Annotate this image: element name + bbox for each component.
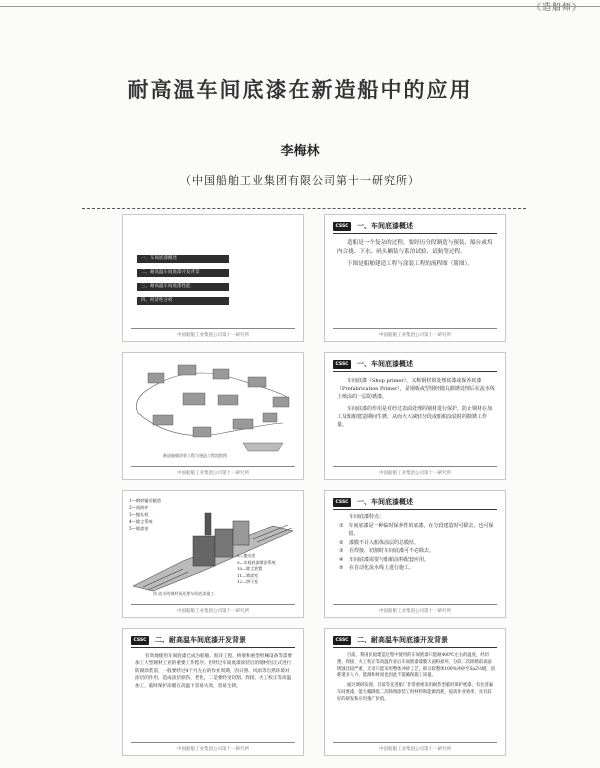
slide-5-production-line bbox=[122, 490, 304, 618]
slide-8-background bbox=[324, 628, 506, 756]
slide-footer-rule bbox=[131, 328, 295, 329]
slide-6-features bbox=[324, 490, 506, 618]
top-rule bbox=[0, 6, 600, 7]
list-number: ① bbox=[339, 522, 344, 529]
slide-footer: 中国船舶工业集团公司第十一研究所 bbox=[177, 333, 249, 338]
slide-footer-rule bbox=[333, 742, 497, 743]
slide-body bbox=[135, 653, 293, 690]
list-item bbox=[339, 539, 495, 548]
cssc-logo-icon: CSSC bbox=[333, 222, 351, 231]
paragraph: 车间底漆（Shop primer），又称钢材预处理底漆或保养底漆（Prefabrication Primer），是钢板或型钢经抛丸除锈处理后在流水线上喷涂的一层防锈漆。 bbox=[337, 378, 495, 401]
slide-1-toc bbox=[122, 214, 304, 342]
legend-item: 2—预热炉 bbox=[129, 505, 149, 510]
list-item bbox=[339, 547, 495, 556]
feature-list bbox=[339, 513, 495, 573]
slide-footer-rule bbox=[131, 742, 295, 743]
journal-mark: 《造船师》 bbox=[531, 3, 582, 13]
paragraph: 通过调研发现，目前等先进船厂非常重视采用耐热型临时保护底漆，有往普遍车间底漆，能大幅降低二次除锈涂装工时材料和能源消耗，提高作业效率，具有较好的研发和应用推广价值。 bbox=[337, 683, 494, 702]
paragraph: 有效地使用车间底漆已成为船舶、海洋工程、桥梁和重型机械设备等需要加工大型钢材工业的重要工作程序。但经过车间底漆涂装后的钢材因正式进行防腐涂装前，一般要经过4个月左右的作业周期，因日照、风雨等自然环境对涂层的作用，造成涂层损伤、老化，二是要经受切割、焊接、火工校正等高温加工，临时保护涂膜在高温下容易失效，容易生锈。 bbox=[135, 654, 293, 689]
slide-3-flowchart bbox=[122, 352, 304, 480]
paragraph: 车间底漆的作用是对经过表面处理的钢材进行保护，防止钢材在加工及船舶建造期间生锈，从而大大减轻分段或船舶涂装时的除锈工作量。 bbox=[337, 405, 493, 429]
slide-7-background bbox=[122, 628, 304, 756]
slide-2-overview bbox=[324, 214, 506, 342]
legend-item: 10—除尘装置 bbox=[237, 566, 263, 571]
paragraph: 下图是船舶建造工程与涂装工程的流程图（简图）。 bbox=[347, 261, 473, 267]
slide-heading: 一、车间底漆概述 bbox=[357, 222, 413, 230]
legend-item: 1—钢材输送辊道 bbox=[129, 498, 161, 503]
slide-heading: 一、车间底漆概述 bbox=[357, 360, 413, 368]
section-divider bbox=[82, 208, 526, 209]
list-item bbox=[339, 556, 495, 565]
legend-item: 11—喷漆室 bbox=[237, 572, 259, 578]
toc-item: 二、耐高温车间底漆开发背景 bbox=[137, 269, 229, 277]
slide-body bbox=[337, 239, 495, 269]
diagram-caption: 新造船舶涂装工程与建造工程流程图 bbox=[163, 453, 227, 458]
legend-list-secondary bbox=[237, 553, 276, 586]
article-affiliation: （中国船舶工业集团有限公司第十一研究所） bbox=[180, 174, 420, 187]
cssc-logo-icon: CSSC bbox=[333, 636, 351, 645]
slide-body bbox=[337, 377, 495, 429]
slide-footer: 中国船舶工业集团公司第十一研究所 bbox=[379, 609, 451, 614]
slide-footer-rule bbox=[131, 466, 295, 467]
paragraph: 目前，我国民船建造过程中使用的车间底漆只能耐400℃左右的温度，经切割、焊接、火工校正等高温作业后车间底漆漆膜大面积损坏，分段二次除锈前表面锈蚀比较严重，无奈只能采用整体冲砂工艺，即分段整体100%冲砂至Sa2½级，消耗诸多人力、能源和时间也因此不能确保施工质量。 bbox=[337, 653, 495, 679]
article-title: 耐高温车间底漆在新造船中的应用 bbox=[127, 77, 473, 102]
legend-item: 9—车间底漆喷涂系统 bbox=[237, 559, 276, 565]
cssc-logo-icon: CSSC bbox=[131, 636, 149, 645]
cssc-logo-icon: CSSC bbox=[333, 498, 351, 507]
list-text: 在自动化流水线上进行施工。 bbox=[349, 565, 415, 571]
list-number: ③ bbox=[339, 548, 344, 554]
list-item bbox=[339, 564, 495, 573]
slide-header bbox=[333, 221, 497, 234]
slide-header bbox=[333, 497, 497, 510]
list-number: ② bbox=[339, 539, 344, 546]
article-author: 李梅林 bbox=[280, 144, 320, 159]
list-text: 车间底漆是一种临时保养性的底漆，在分段建造时可除去，也可保留。 bbox=[348, 522, 494, 537]
legend-item: 8—抛丸室 bbox=[237, 553, 256, 558]
list-number: ④ bbox=[339, 556, 344, 563]
cssc-logo-icon: CSSC bbox=[333, 360, 351, 369]
paragraph: 造船是一个复杂的过程，要经历分段制造与预装、船台或坞内合拢、下水、码头舾装与系泊试验、试航等过程。 bbox=[337, 240, 493, 255]
slide-header bbox=[333, 635, 497, 648]
slide-footer-rule bbox=[333, 328, 497, 329]
slide-header bbox=[131, 635, 295, 648]
slide-heading: 一、车间底漆概述 bbox=[357, 498, 413, 506]
production-line-illustration bbox=[123, 491, 303, 601]
list-text: 车间底漆需要与船舶涂料配套应用。 bbox=[349, 556, 430, 563]
slide-footer-rule bbox=[333, 604, 497, 605]
toc-item: 三、耐高温车间底漆性能 bbox=[137, 283, 229, 291]
legend-item: 12—烘干室 bbox=[237, 579, 259, 584]
toc-item: 一、车间底漆概述 bbox=[137, 255, 229, 263]
toc-item: 四、经济性分析 bbox=[137, 297, 229, 305]
slide-body bbox=[337, 653, 495, 704]
list-number: ⑤ bbox=[339, 565, 344, 571]
slide-heading: 二、耐高温车间底漆开发背景 bbox=[357, 636, 448, 644]
slide-footer-rule bbox=[333, 466, 497, 467]
slide-footer: 中国船舶工业集团公司第十一研究所 bbox=[177, 609, 249, 614]
slide-4-definition bbox=[324, 352, 506, 480]
legend-item: 5—喷漆室 bbox=[129, 526, 149, 531]
toc-list bbox=[137, 255, 229, 311]
list-intro: 车间底漆特点： bbox=[349, 514, 385, 520]
diagram-caption: 图 流水线钢材预处理车间底漆施工 bbox=[153, 591, 215, 596]
slide-footer: 中国船舶工业集团公司第十一研究所 bbox=[177, 471, 249, 476]
slide-header bbox=[333, 359, 497, 372]
list-text: 在焊接、切割时车间底漆可不必除去。 bbox=[349, 548, 435, 554]
legend-item: 3—抛丸机 bbox=[129, 512, 149, 517]
list-text: 漆膜不计入船体涂层的总膜厚。 bbox=[349, 539, 420, 546]
slide-footer: 中国船舶工业集团公司第十一研究所 bbox=[379, 471, 451, 476]
slide-heading: 二、耐高温车间底漆开发背景 bbox=[155, 636, 246, 644]
slide-footer: 中国船舶工业集团公司第十一研究所 bbox=[379, 333, 451, 338]
slide-footer: 中国船舶工业集团公司第十一研究所 bbox=[177, 747, 249, 752]
slide-footer-rule bbox=[131, 604, 295, 605]
slide-footer: 中国船舶工业集团公司第十一研究所 bbox=[379, 747, 451, 752]
shipbuilding-flow-diagram bbox=[123, 353, 303, 463]
list-item bbox=[339, 522, 495, 539]
legend-item: 4—除尘系统 bbox=[129, 519, 153, 524]
